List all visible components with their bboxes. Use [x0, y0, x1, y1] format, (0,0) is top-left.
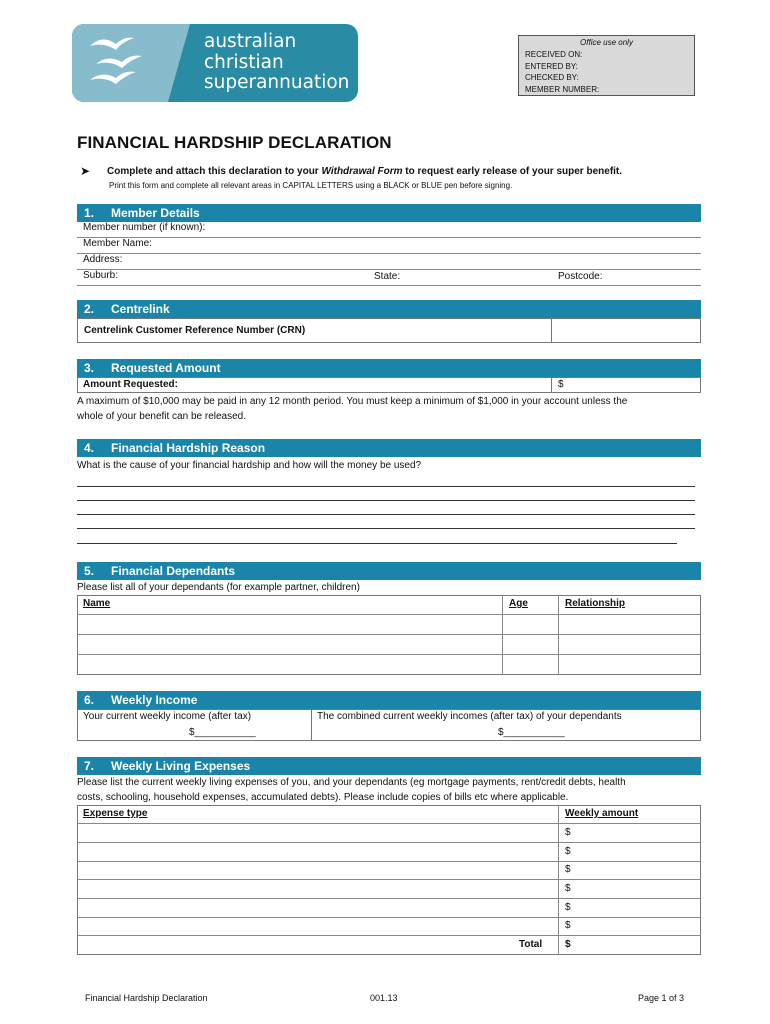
dependant-2-name-input[interactable]: [78, 635, 502, 654]
expenses-divider-1: [77, 842, 701, 843]
expenses-divider-4: [77, 898, 701, 899]
own-income-cell[interactable]: [77, 709, 312, 741]
section-5-title: Financial Dependants: [111, 564, 236, 578]
expenses-col-divider: [558, 805, 559, 955]
expense-amount-2[interactable]: $: [565, 846, 571, 857]
logo-wordmark: [204, 32, 349, 94]
member-number-label: MEMBER NUMBER:: [525, 84, 600, 94]
form-title: FINANCIAL HARDSHIP DECLARATION: [77, 133, 392, 152]
intro-pre: Complete and attach this declaration to your: [107, 166, 322, 177]
reason-line-3[interactable]: [77, 514, 695, 515]
hardship-question: What is the cause of your financial hardship and how will the money be used?: [77, 460, 422, 471]
expense-amount-3[interactable]: $: [565, 864, 571, 875]
intro-em: Withdrawal Form: [321, 166, 403, 177]
postcode-label: Postcode:: [558, 271, 603, 282]
logo-line-1: australian: [204, 31, 297, 52]
section-5-number: 5.: [84, 564, 95, 578]
intro-text: [107, 166, 622, 177]
received-on-label: RECEIVED ON:: [525, 50, 583, 59]
entered-by-label: ENTERED BY:: [525, 61, 578, 71]
amount-note-line-1: A maximum of $10,000 may be paid in any 12 month period. You must keep a minimum of $1,000 in your account unless the: [77, 396, 628, 407]
expenses-instruction-2: costs, schooling, household expenses, accumulated debts). Please include copies of bills etc where applicable.: [77, 792, 569, 803]
section-7-title: Weekly Living Expenses: [111, 759, 251, 773]
expenses-divider-5: [77, 917, 701, 918]
expenses-divider-0: [77, 823, 701, 824]
col-expense-type-header: Expense type: [83, 808, 148, 819]
footer-page-number: Page 1 of 3: [638, 993, 685, 1003]
own-income-label: Your current weekly income (after tax): [83, 711, 252, 722]
logo-line-2: christian: [204, 51, 284, 73]
section-3-title: Requested Amount: [111, 361, 221, 375]
dependants-income-blank: $___________: [498, 727, 565, 738]
section-6-header: [77, 691, 701, 709]
section-6-number: 6.: [84, 693, 95, 707]
arrow-bullet-icon: ➤: [80, 164, 91, 178]
intro-subtext: Print this form and complete all relevant areas in CAPITAL LETTERS using a BLACK or BLUE pen before signing.: [109, 181, 513, 190]
dependants-col-divider-2: [558, 595, 559, 675]
intro-post: to request early release of your super benefit.: [402, 166, 623, 177]
section-5-header: [77, 562, 701, 580]
crn-label: Centrelink Customer Reference Number (CRN): [84, 325, 306, 336]
member-name-label: Member Name:: [83, 238, 152, 249]
suburb-label: Suburb:: [83, 270, 119, 281]
section-2-number: 2.: [84, 302, 95, 316]
amount-dollar-sign: $: [558, 379, 564, 390]
reason-line-4[interactable]: [77, 528, 695, 529]
expense-amount-6[interactable]: $: [565, 920, 571, 931]
section-3-header: [77, 359, 701, 377]
dependant-1-name-input[interactable]: [78, 615, 502, 634]
expense-amount-4[interactable]: $: [565, 883, 571, 894]
section-2-header: [77, 300, 701, 318]
col-name-header: Name: [83, 598, 111, 609]
reason-line-5[interactable]: [77, 543, 677, 544]
section-7-header: [77, 757, 701, 775]
expenses-instruction-1: Please list the current weekly living expenses of you, and your dependants (eg mortgage payments, rent/credit debts, health: [77, 777, 626, 788]
office-use-title: Office use only: [580, 38, 633, 47]
expense-amount-1[interactable]: $: [565, 827, 571, 838]
crn-label-cell: [77, 318, 552, 343]
total-amount[interactable]: $: [565, 939, 571, 950]
expense-amount-5[interactable]: $: [565, 902, 571, 913]
expenses-divider-6: [77, 935, 701, 936]
acs-logo: [72, 24, 358, 102]
dependant-3-name-input[interactable]: [78, 655, 502, 674]
dependants-income-label: The combined current weekly incomes (after tax) of your dependants: [317, 711, 622, 722]
col-relationship-header: Relationship: [565, 598, 626, 609]
section-4-title: Financial Hardship Reason: [111, 441, 266, 455]
state-label: State:: [374, 271, 401, 282]
section-6-title: Weekly Income: [111, 693, 198, 707]
amount-requested-label: Amount Requested:: [83, 379, 178, 390]
member-name-row[interactable]: [77, 238, 701, 254]
address-row[interactable]: [77, 254, 701, 270]
logo-line-3: superannuation: [204, 72, 350, 93]
checked-by-label: CHECKED BY:: [525, 73, 579, 82]
reason-line-2[interactable]: [77, 500, 695, 501]
amount-label-cell: [77, 377, 552, 393]
reason-line-1[interactable]: [77, 486, 695, 487]
amount-note-line-2: whole of your benefit can be released.: [77, 411, 246, 422]
section-4-header: [77, 439, 701, 457]
amount-requested-input[interactable]: [551, 377, 701, 393]
total-label: Total: [519, 939, 543, 950]
office-use-box: [518, 35, 695, 96]
dependants-instruction: Please list all of your dependants (for example partner, children): [77, 582, 360, 593]
section-2-title: Centrelink: [111, 302, 170, 316]
expenses-table: [77, 805, 701, 955]
footer-form-name: Financial Hardship Declaration: [85, 993, 208, 1003]
col-weekly-amount-header: Weekly amount: [565, 808, 639, 819]
member-number-row[interactable]: [77, 222, 701, 238]
address-label: Address:: [83, 254, 123, 265]
own-income-blank: $___________: [189, 727, 256, 738]
member-number-field-label: Member number (if known):: [83, 222, 206, 233]
section-7-number: 7.: [84, 759, 95, 773]
section-1-number: 1.: [84, 206, 95, 220]
section-3-number: 3.: [84, 361, 95, 375]
section-1-header: [77, 204, 701, 222]
footer-version: 001.13: [370, 993, 398, 1003]
section-4-number: 4.: [84, 441, 95, 455]
dependants-col-divider-1: [502, 595, 503, 675]
crn-input[interactable]: [551, 318, 701, 343]
expenses-divider-3: [77, 879, 701, 880]
col-age-header: Age: [509, 598, 528, 609]
dependants-income-cell[interactable]: [311, 709, 701, 741]
expenses-divider-2: [77, 861, 701, 862]
section-1-title: Member Details: [111, 206, 200, 220]
